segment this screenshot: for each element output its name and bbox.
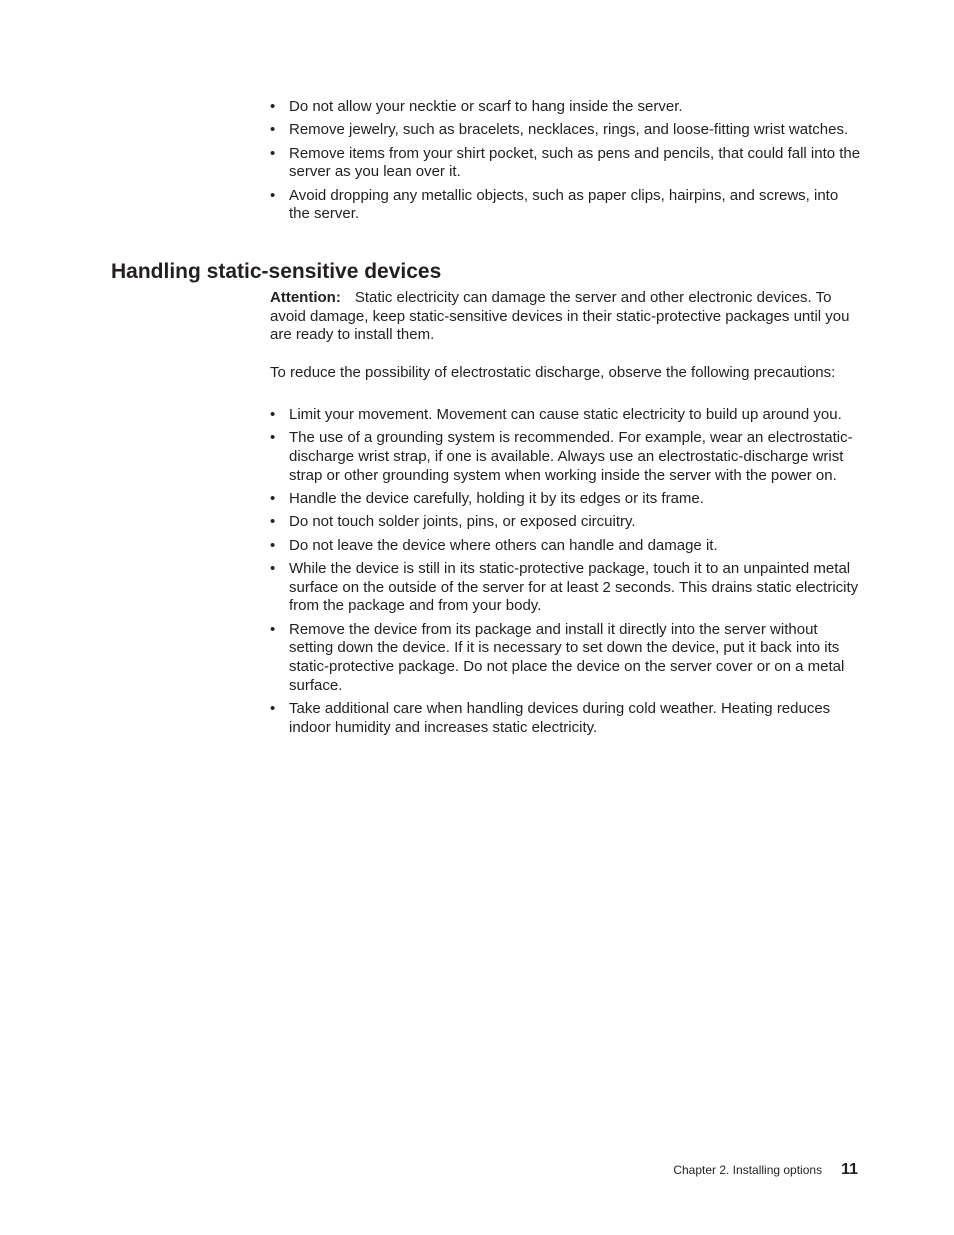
list-item-text: Take additional care when handling devices during cold weather. Heating reduces indoor humidity and increases static electricity. <box>289 700 831 736</box>
bullet-marker: • <box>270 406 276 423</box>
footer-chapter-title: Chapter 2. Installing options <box>673 1163 823 1177</box>
safety-bullet-list <box>270 98 862 229</box>
bullet-marker: • <box>270 429 276 447</box>
list-item <box>270 121 862 140</box>
list-item <box>270 145 862 182</box>
list-item-text: Remove the device from its package and install it directly into the server without setting down the device. If it is necessary to set down the device, put it back into its static-protective package. Do not place the device on the server cover or on a metal surface. <box>289 620 845 694</box>
list-item-text: Remove items from your shirt pocket, such as pens and pencils, that could fall into the server as you lean over it. <box>289 144 861 181</box>
attention-label: Attention: <box>270 289 341 306</box>
precautions-bullet-list <box>270 406 862 742</box>
list-item-text: Remove jewelry, such as bracelets, necklaces, rings, and loose-fitting wrist watches. <box>289 121 849 139</box>
list-item <box>270 537 862 556</box>
list-item <box>270 429 862 485</box>
bullet-marker: • <box>270 536 276 554</box>
precautions-intro <box>270 364 862 383</box>
list-item <box>270 187 862 224</box>
list-item <box>270 621 862 696</box>
list-item-text: While the device is still in its static-protective package, touch it to an unpainted metal surface on the outside of the server for at least 2 seconds. This drains static electricity from the package and from your body. <box>289 559 859 615</box>
bullet-marker: • <box>270 144 276 162</box>
bullet-marker: • <box>270 620 276 638</box>
bullet-marker: • <box>270 513 276 531</box>
bullet-marker: • <box>270 121 276 139</box>
attention-text: Static electricity can damage the server and other electronic devices. To avoid damage, keep static-sensitive devices in their static-protective packages until you are ready to install them. <box>270 289 850 344</box>
list-item-text: Limit your movement. Movement can cause static electricity to build up around you. <box>289 406 842 423</box>
bullet-marker: • <box>270 700 276 717</box>
list-item-text: The use of a grounding system is recommended. For example, wear an electrostatic-discharge wrist strap, if one is available. Always use an electrostatic-discharge wrist strap or other grounding system when working inside the server with the power on. <box>289 429 853 484</box>
list-item <box>270 700 862 737</box>
list-item-text: Do not touch solder joints, pins, or exposed circuitry. <box>289 513 636 531</box>
intro-paragraph: To reduce the possibility of electrostatic discharge, observe the following precautions: <box>270 364 836 381</box>
list-item-text: Avoid dropping any metallic objects, such as paper clips, hairpins, and screws, into the server. <box>289 186 839 223</box>
attention-paragraph <box>270 289 862 345</box>
bullet-marker: • <box>270 98 276 115</box>
list-item <box>270 490 862 509</box>
attention-notice <box>270 289 862 345</box>
bullet-marker: • <box>270 490 276 507</box>
list-item-text: Do not leave the device where others can handle and damage it. <box>289 536 718 554</box>
bullet-marker: • <box>270 559 276 577</box>
list-item <box>270 513 862 532</box>
list-item-text: Handle the device carefully, holding it by its edges or its frame. <box>289 490 704 507</box>
list-item <box>270 560 862 616</box>
list-item <box>270 406 862 425</box>
list-item-text: Do not allow your necktie or scarf to hang inside the server. <box>289 98 683 115</box>
page-number: 11 <box>841 1161 858 1178</box>
section-heading: Handling static-sensitive devices <box>111 260 442 283</box>
bullet-marker: • <box>270 186 276 204</box>
page-footer <box>673 1161 858 1179</box>
list-item <box>270 98 862 117</box>
